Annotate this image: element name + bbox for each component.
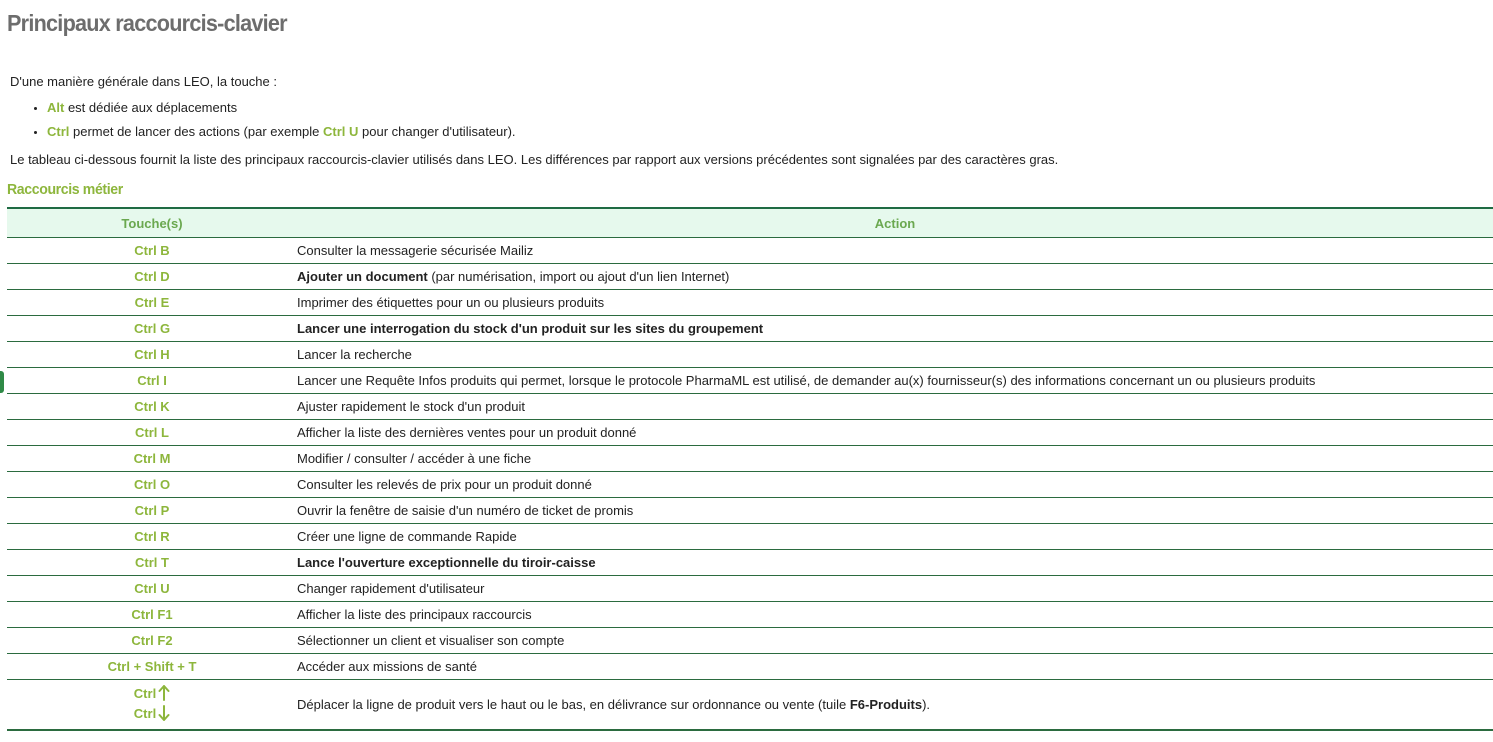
action-bold-text: Lancer une interrogation du stock d'un produit sur les sites du groupement	[297, 321, 764, 336]
action-text: Afficher la liste des dernières ventes pour un produit donné	[297, 425, 637, 440]
table-row	[7, 654, 1493, 680]
table-row	[7, 550, 1493, 576]
table-row	[7, 316, 1493, 342]
section-title: Raccourcis métier	[7, 181, 123, 198]
action-text: Lancer une Requête Infos produits qui permet, lorsque le protocole PharmaML est utilisé, de demander au(x) fournisseur(s) des informations concernant un ou plusieurs produits	[297, 373, 1316, 388]
shortcut-key: Ctrl B	[134, 243, 170, 258]
action-text: Lancer la recherche	[297, 347, 412, 362]
key-label: Alt	[47, 100, 65, 115]
shortcut-key: Ctrl G	[133, 321, 171, 336]
shortcut-action	[297, 420, 1493, 446]
action-text: Consulter la messagerie sécurisée Mailiz	[297, 243, 534, 258]
shortcut-action	[297, 472, 1493, 498]
shortcut-key: Ctrl L	[135, 425, 169, 440]
table-row	[7, 264, 1493, 290]
key-label: Ctrl U	[323, 124, 359, 139]
action-text: Consulter les relevés de prix pour un produit donné	[297, 477, 592, 492]
shortcut-key: Ctrl M	[133, 451, 171, 466]
action-text: Changer rapidement d'utilisateur	[297, 581, 485, 596]
arrow-up-icon	[158, 685, 170, 701]
key-label: Ctrl	[47, 124, 70, 139]
shortcuts-table-wrapper	[7, 207, 1493, 731]
list-item	[47, 100, 516, 115]
table-row	[7, 420, 1493, 446]
table-row	[7, 290, 1493, 316]
key-label: Ctrl	[133, 706, 157, 722]
page-title: Principaux raccourcis-clavier	[7, 10, 287, 36]
shortcut-key	[7, 680, 297, 730]
shortcut-action	[297, 524, 1493, 550]
action-text: Imprimer des étiquettes pour un ou plusieurs produits	[297, 295, 605, 310]
shortcut-key: Ctrl T	[135, 555, 169, 570]
shortcut-key: Ctrl D	[134, 269, 170, 284]
shortcut-key: Ctrl P	[134, 503, 170, 518]
shortcut-key: Ctrl H	[134, 347, 170, 362]
shortcut-action	[297, 654, 1493, 680]
shortcut-key: Ctrl R	[134, 529, 170, 544]
action-text: Sélectionner un client et visualiser son compte	[297, 633, 565, 648]
table-row	[7, 394, 1493, 420]
arrow-down-icon	[158, 705, 170, 721]
shortcut-action	[297, 316, 1493, 342]
table-row	[7, 238, 1493, 264]
table-row	[7, 602, 1493, 628]
header-keys: Touche(s)	[121, 215, 183, 231]
bullet-list	[29, 100, 516, 148]
action-bold-text: Lance l'ouverture exceptionnelle du tiroir-caisse	[297, 555, 596, 570]
shortcut-action	[297, 628, 1493, 654]
action-text: Accéder aux missions de santé	[297, 659, 477, 674]
table-row	[7, 472, 1493, 498]
table-row	[7, 524, 1493, 550]
action-bold-text: F6-Produits	[849, 696, 923, 712]
header-action: Action	[874, 215, 916, 231]
shortcut-key: Ctrl F1	[131, 607, 173, 622]
intro-text: D'une manière générale dans LEO, la touche :	[10, 74, 277, 89]
row-marker	[0, 371, 4, 393]
shortcut-action	[297, 602, 1493, 628]
action-text: (par numérisation, import ou ajout d'un lien Internet)	[427, 269, 730, 284]
shortcut-action	[297, 446, 1493, 472]
action-bold-text: Ajouter un document	[297, 269, 428, 284]
shortcut-action	[297, 576, 1493, 602]
action-text: Déplacer la ligne de produit vers le haut ou le bas, en délivrance sur ordonnance ou vente (tuile	[297, 696, 850, 712]
list-item	[47, 124, 516, 139]
table-row	[7, 628, 1493, 654]
shortcuts-table	[7, 207, 1493, 731]
action-text: Ouvrir la fenêtre de saisie d'un numéro de ticket de promis	[297, 503, 634, 518]
table-row	[7, 342, 1493, 368]
arrow-keys	[134, 684, 170, 724]
shortcut-action	[297, 290, 1493, 316]
shortcut-action	[297, 394, 1493, 420]
shortcut-action	[297, 680, 1493, 730]
bullet-text: est dédiée aux déplacements	[64, 100, 238, 115]
bullet-text: permet de lancer des actions (par exemple	[69, 124, 324, 139]
table-row	[7, 576, 1493, 602]
table-row	[7, 446, 1493, 472]
action-text: Créer une ligne de commande Rapide	[297, 529, 517, 544]
shortcut-action	[297, 264, 1493, 290]
action-text: ).	[922, 696, 931, 712]
shortcut-action	[297, 368, 1493, 394]
shortcut-key: Ctrl O	[133, 477, 171, 492]
shortcut-action	[297, 550, 1493, 576]
shortcut-key: Ctrl + Shift + T	[107, 659, 197, 674]
bullet-text: pour changer d'utilisateur).	[358, 124, 516, 139]
shortcut-action	[297, 498, 1493, 524]
shortcut-key: Ctrl F2	[131, 633, 173, 648]
key-label: Ctrl	[133, 686, 157, 702]
table-row	[7, 680, 1493, 730]
table-header-row	[7, 208, 1493, 238]
shortcut-key: Ctrl I	[137, 373, 167, 388]
shortcut-key: Ctrl U	[134, 581, 170, 596]
shortcut-action	[297, 342, 1493, 368]
table-row	[7, 368, 1493, 394]
shortcut-key: Ctrl E	[134, 295, 170, 310]
shortcut-action	[297, 238, 1493, 264]
description-text: Le tableau ci-dessous fournit la liste des principaux raccourcis-clavier utilisés dans LEO. Les différences par rapport aux versions précédentes sont signalées par des caractères gras.	[10, 152, 1059, 167]
shortcut-key: Ctrl K	[134, 399, 170, 414]
action-text: Afficher la liste des principaux raccourcis	[297, 607, 532, 622]
action-text: Modifier / consulter / accéder à une fiche	[297, 451, 532, 466]
table-row	[7, 498, 1493, 524]
action-text: Ajuster rapidement le stock d'un produit	[297, 399, 525, 414]
